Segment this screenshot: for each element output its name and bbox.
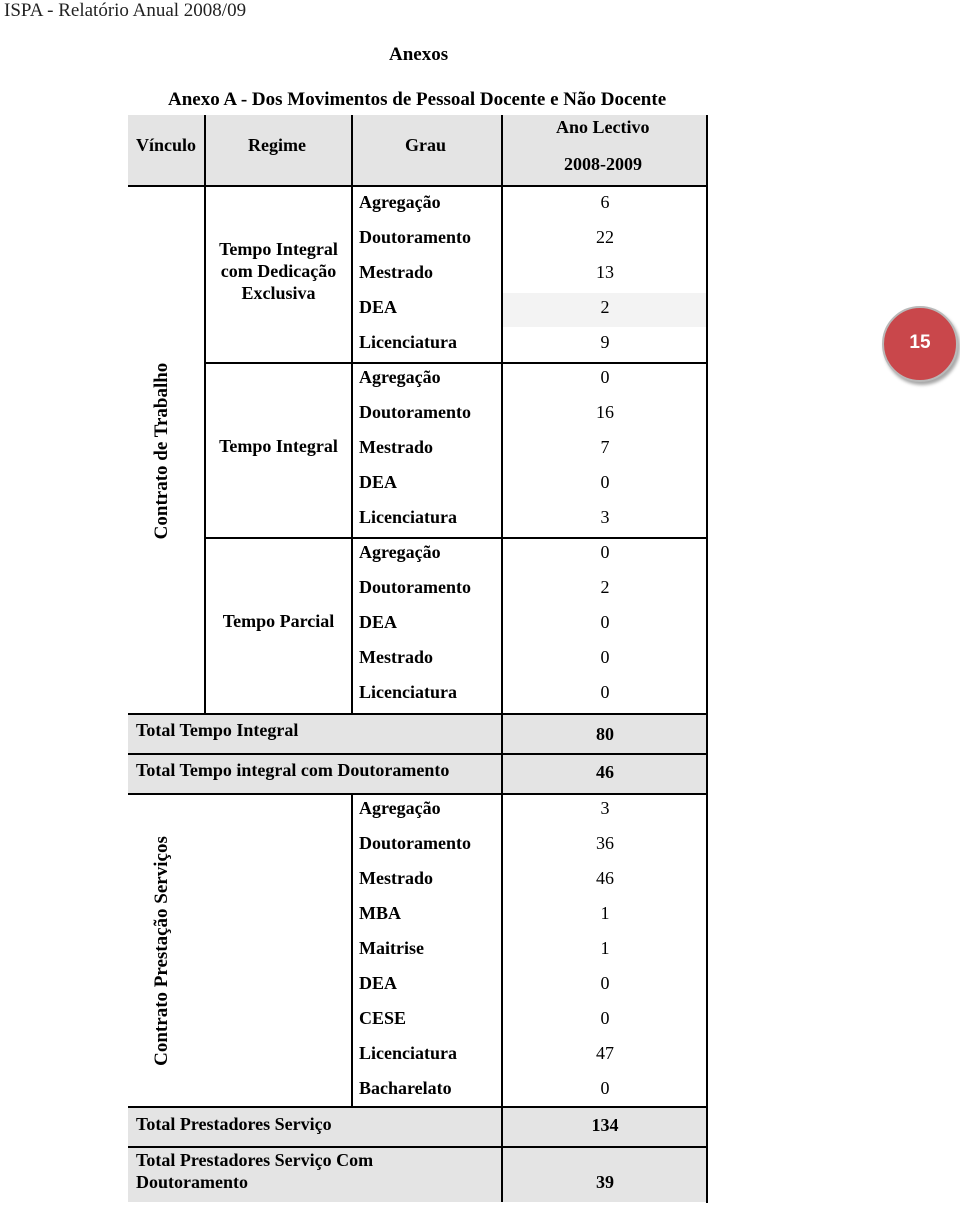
grau-cell: Licenciatura: [359, 682, 457, 702]
column-header-grau: Grau: [405, 135, 447, 155]
grau-cell: Agregação: [359, 192, 441, 212]
total-label: Total Tempo Integral: [136, 720, 299, 740]
regime-tempo-integral: Tempo Integral: [219, 436, 338, 456]
vinculo-prestacao-servicos: Contrato Prestação Serviços: [151, 836, 172, 1066]
grau-cell: Mestrado: [359, 868, 433, 888]
total-value: 46: [596, 762, 614, 782]
grau-cell: DEA: [359, 472, 398, 492]
value-cell: 7: [600, 437, 610, 457]
regime-tempo-integral-dedicacao: Tempo Integral com Dedicação Exclusiva: [219, 239, 338, 303]
grau-cell: Bacharelato: [359, 1078, 452, 1098]
table-title: Anexo A - Dos Movimentos de Pessoal Docente e Não Docente: [168, 89, 667, 110]
value-cell: 3: [600, 507, 610, 527]
grau-cell: Doutoramento: [359, 402, 471, 422]
value-cell: 36: [596, 833, 614, 853]
grau-cell: Mestrado: [359, 647, 433, 667]
total-label: Total Tempo integral com Doutoramento: [136, 760, 450, 780]
regime-tempo-parcial: Tempo Parcial: [222, 611, 335, 631]
value-cell: 9: [600, 332, 610, 352]
grau-cell: Mestrado: [359, 437, 433, 457]
value-cell: 0: [600, 542, 610, 562]
value-cell: 22: [596, 227, 614, 247]
grau-cell: DEA: [359, 973, 398, 993]
value-cell: 13: [596, 262, 614, 282]
value-cell: 0: [600, 973, 610, 993]
grau-cell: DEA: [359, 297, 398, 317]
value-cell: 1: [600, 938, 610, 958]
column-header-year: 2008-2009: [564, 154, 642, 174]
grau-cell: MBA: [359, 903, 401, 923]
grau-cell: Agregação: [359, 367, 441, 387]
total-value: 39: [596, 1172, 614, 1192]
grau-cell: Doutoramento: [359, 577, 471, 597]
grau-cell: Doutoramento: [359, 227, 471, 247]
total-value: 134: [591, 1115, 619, 1135]
grau-cell: CESE: [359, 1008, 407, 1028]
value-cell: 0: [600, 612, 610, 632]
column-header-ano-lectivo: Ano Lectivo: [556, 117, 650, 137]
grau-cell: Mestrado: [359, 262, 433, 282]
grau-cell: Licenciatura: [359, 507, 457, 527]
value-cell: 0: [600, 1008, 610, 1028]
section-title: Anexos: [389, 44, 449, 65]
value-cell: 3: [600, 798, 610, 818]
value-cell: 47: [596, 1043, 614, 1063]
value-cell: 0: [600, 1078, 610, 1098]
value-cell: 1: [600, 903, 610, 923]
value-cell: 2: [600, 297, 610, 317]
grau-cell: DEA: [359, 612, 398, 632]
total-value: 80: [596, 724, 614, 744]
page-number-badge: 15: [882, 306, 958, 382]
value-cell: 0: [600, 472, 610, 492]
value-cell: 0: [600, 682, 610, 702]
column-header-regime: Regime: [248, 135, 306, 155]
grau-cell: Agregação: [359, 542, 441, 562]
value-cell: 0: [600, 647, 610, 667]
grau-cell: Maitrise: [359, 938, 424, 958]
grau-cell: Licenciatura: [359, 332, 457, 352]
report-header: ISPA - Relatório Anual 2008/09: [4, 0, 247, 21]
grau-cell: Agregação: [359, 798, 441, 818]
total-label: Doutoramento: [136, 1172, 248, 1192]
value-cell: 0: [600, 367, 610, 387]
value-cell: 6: [600, 192, 610, 212]
grau-cell: Licenciatura: [359, 1043, 457, 1063]
vinculo-contrato-trabalho: Contrato de Trabalho: [151, 362, 172, 540]
total-label: Total Prestadores Serviço Com: [136, 1150, 374, 1170]
value-cell: 16: [596, 402, 614, 422]
value-cell: 46: [596, 868, 614, 888]
grau-cell: Doutoramento: [359, 833, 471, 853]
column-header-vinculo: Vínculo: [136, 135, 197, 155]
value-cell: 2: [600, 577, 610, 597]
total-label: Total Prestadores Serviço: [136, 1114, 332, 1134]
